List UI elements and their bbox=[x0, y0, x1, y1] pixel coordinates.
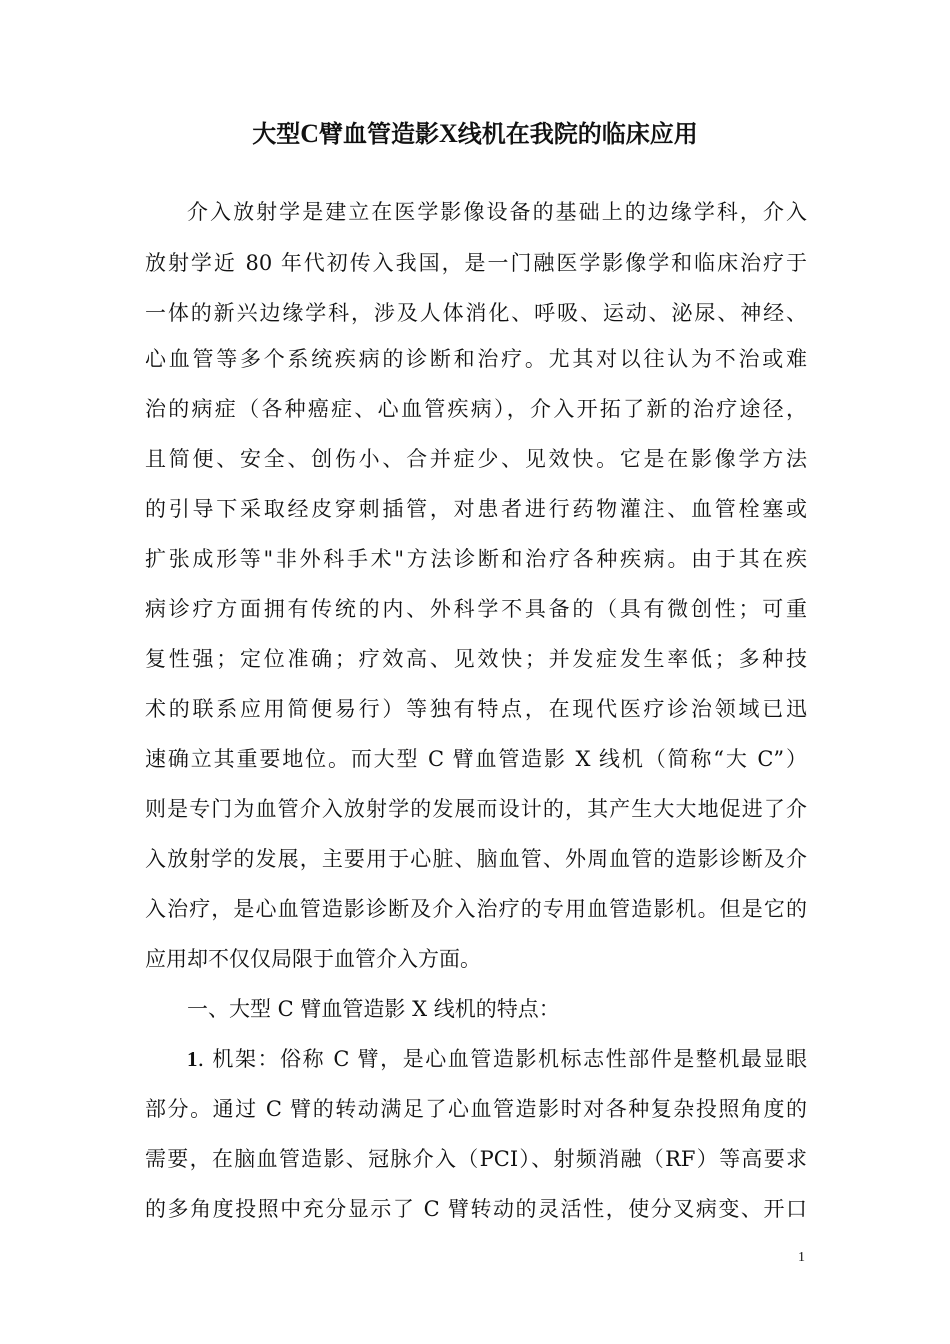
section-heading: 一、大型 C 臂血管造影 X 线机的特点： bbox=[187, 997, 560, 1021]
text-line: 且简便、安全、创伤小、合并症少、见效快。它是在影像学方法 bbox=[145, 447, 807, 471]
text-line: 复性强；定位准确；疗效高、见效快；并发症发生率低；多种技 bbox=[145, 647, 807, 671]
text-line: 应用却不仅仅局限于血管介入方面。 bbox=[145, 947, 481, 971]
text-line: 则是专门为血管介入放射学的发展而设计的，其产生大大地促进了介 bbox=[145, 797, 807, 821]
text-line: 的引导下采取经皮穿刺插管，对患者进行药物灌注、血管栓塞或 bbox=[145, 497, 807, 521]
title-part1: 大型 bbox=[252, 119, 301, 148]
text-line: 需要，在脑血管造影、冠脉介入（PCI）、射频消融（RF）等高要求 bbox=[145, 1147, 807, 1171]
text-line: 扩张成形等"非外科手术"方法诊断和治疗各种疾病。由于其在疾 bbox=[145, 547, 807, 571]
text-line: 病诊疗方面拥有传统的内、外科学不具备的（具有微创性；可重 bbox=[145, 597, 807, 621]
text-line: 治的病症（各种癌症、心血管疾病），介入开拓了新的治疗途径， bbox=[145, 397, 807, 421]
text-line: 心血管等多个系统疾病的诊断和治疗。尤其对以往认为不治或难 bbox=[145, 347, 807, 371]
text-line: 术的联系应用简便易行）等独有特点，在现代医疗诊治领域已迅 bbox=[145, 697, 807, 721]
item-text: . 机架：俗称 C 臂，是心血管造影机标志性部件是整机最显眼 bbox=[197, 1047, 807, 1071]
title-c: C bbox=[300, 119, 319, 148]
text-line bbox=[187, 1043, 807, 1075]
text-line: 部分。通过 C 臂的转动满足了心血管造影时对各种复杂投照角度的 bbox=[145, 1097, 807, 1121]
text-line: 放射学近 80 年代初传入我国，是一门融医学影像学和临床治疗于 bbox=[145, 251, 807, 275]
document-title bbox=[0, 114, 950, 154]
text-line: 入放射学的发展，主要用于心脏、脑血管、外周血管的造影诊断及介 bbox=[145, 847, 807, 871]
text-line: 速确立其重要地位。而大型 C 臂血管造影 X 线机（简称“大 C”） bbox=[145, 747, 807, 771]
title-part2: 臂血管造影 bbox=[319, 119, 439, 148]
text-line: 入治疗，是心血管造影诊断及介入治疗的专用血管造影机。但是它的 bbox=[145, 897, 807, 921]
text-line: 的多角度投照中充分显示了 C 臂转动的灵活性，使分叉病变、开口 bbox=[145, 1197, 807, 1221]
title-x: X bbox=[439, 119, 458, 148]
page-number: 1 bbox=[798, 1250, 805, 1265]
title-part3: 线机在我院的临床应用 bbox=[457, 119, 698, 148]
text-line: 一体的新兴边缘学科，涉及人体消化、呼吸、运动、泌尿、神经、 bbox=[145, 301, 807, 325]
item-number: 1 bbox=[187, 1047, 198, 1071]
text-line: 介入放射学是建立在医学影像设备的基础上的边缘学科，介入 bbox=[187, 200, 807, 224]
